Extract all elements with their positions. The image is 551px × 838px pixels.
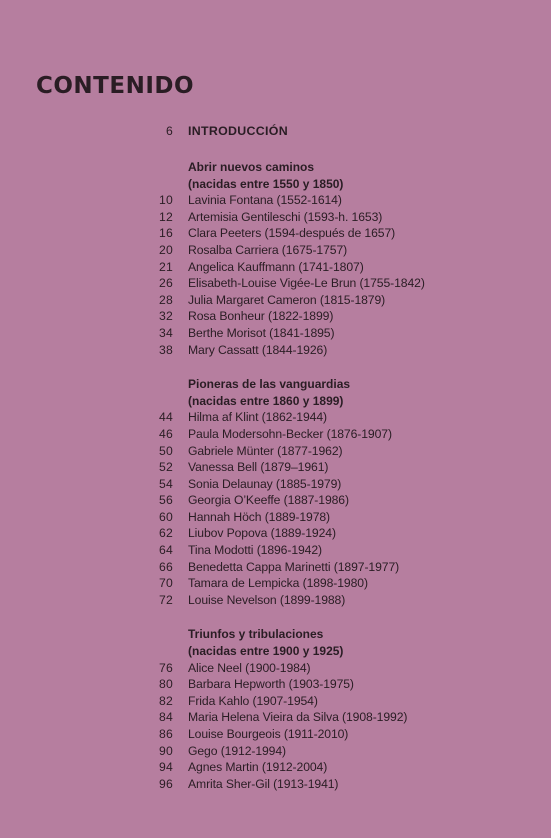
toc-entry[interactable] [0, 542, 551, 559]
page-number: 62 [159, 526, 173, 541]
toc-entry[interactable] [0, 726, 551, 743]
toc-entry[interactable] [0, 759, 551, 776]
page-number: 44 [159, 410, 173, 425]
entry-label: Alice Neel (1900-1984) [188, 660, 311, 675]
page-number: 54 [159, 476, 173, 491]
entry-label: Louise Bourgeois (1911-2010) [188, 727, 349, 741]
entry-label: Barbara Hepworth (1903-1975) [188, 677, 354, 692]
entry-label: Hannah Höch (1889-1978) [188, 509, 331, 524]
toc-entry[interactable] [0, 509, 551, 526]
page-number: 64 [159, 543, 173, 558]
toc-entry[interactable] [0, 575, 551, 592]
page-number: 56 [159, 493, 173, 508]
entry-label: Vanessa Bell (1879–1961) [188, 460, 329, 475]
page-number: 76 [159, 660, 173, 675]
entry-label: INTRODUCCIÓN [188, 124, 288, 138]
section-heading [0, 159, 551, 192]
page-number: 82 [159, 693, 173, 708]
page-number: 96 [159, 776, 173, 791]
page-number: 46 [159, 426, 173, 441]
entry-label: Elisabeth-Louise Vigée-Le Brun (1755-1842) [188, 276, 425, 291]
toc-entry[interactable] [0, 242, 551, 259]
toc-entry[interactable] [0, 660, 551, 677]
toc-entry[interactable] [0, 459, 551, 476]
section-heading [0, 376, 551, 409]
entry-label: Liubov Popova (1889-1924) [188, 526, 336, 541]
page-number: 12 [159, 209, 173, 224]
entry-label: Gego (1912-1994) [188, 743, 287, 758]
entry-label: Sonia Delaunay (1885-1979) [188, 476, 342, 491]
entry-label: Maria Helena Vieira da Silva (1908-1992) [188, 710, 408, 725]
page-number: 10 [159, 193, 173, 208]
section-date-range: (nacidas entre 1550 y 1850) [188, 176, 344, 191]
section-title: Triunfos y tribulaciones [188, 627, 324, 642]
entry-label: Hilma af Klint (1862-1944) [188, 410, 327, 425]
entry-label: Paula Modersohn-Becker (1876-1907) [188, 426, 392, 441]
toc-entry[interactable] [0, 592, 551, 609]
entry-label: Agnes Martin (1912-2004) [188, 760, 328, 775]
page-number: 60 [159, 509, 173, 524]
page-number: 38 [159, 342, 173, 357]
section-spacer [0, 140, 551, 159]
section-spacer [0, 608, 551, 626]
toc-entry[interactable] [0, 225, 551, 242]
section-date-range: (nacidas entre 1900 y 1925) [188, 644, 344, 659]
entry-label: Gabriele Münter (1877-1962) [188, 443, 343, 458]
entry-label: Rosalba Carriera (1675-1757) [188, 242, 348, 257]
toc-entry[interactable] [0, 492, 551, 509]
toc-entry[interactable] [0, 676, 551, 693]
page-number: 20 [159, 242, 173, 257]
table-of-contents [0, 122, 551, 792]
page-number: 6 [166, 124, 173, 138]
entry-label: Rosa Bonheur (1822-1899) [188, 309, 334, 324]
page-number: 66 [159, 559, 173, 574]
entry-label: Amrita Sher-Gil (1913-1941) [188, 776, 339, 791]
entry-label: Tamara de Lempicka (1898-1980) [188, 576, 368, 591]
toc-entry[interactable] [0, 292, 551, 309]
section-heading [0, 626, 551, 659]
toc-entry[interactable] [0, 693, 551, 710]
toc-section [0, 376, 551, 608]
toc-entry[interactable] [0, 209, 551, 226]
toc-entry[interactable] [0, 709, 551, 726]
page-number: 84 [159, 710, 173, 725]
entry-label: Clara Peeters (1594-después de 1657) [188, 226, 396, 241]
page-number: 34 [159, 325, 173, 340]
toc-entry[interactable] [0, 776, 551, 793]
toc-entry[interactable] [0, 342, 551, 359]
toc-entry-introduction[interactable] [0, 122, 551, 140]
entry-label: Julia Margaret Cameron (1815-1879) [188, 292, 386, 307]
toc-entry[interactable] [0, 426, 551, 443]
page-number: 28 [159, 292, 173, 307]
toc-entry[interactable] [0, 559, 551, 576]
entry-label: Mary Cassatt (1844-1926) [188, 342, 328, 357]
page-number: 52 [159, 460, 173, 475]
page-number: 70 [159, 576, 173, 591]
page-number: 86 [159, 727, 173, 741]
page-number: 90 [159, 743, 173, 758]
toc-entry[interactable] [0, 275, 551, 292]
entry-label: Benedetta Cappa Marinetti (1897-1977) [188, 559, 400, 574]
entry-label: Frida Kahlo (1907-1954) [188, 693, 318, 708]
toc-entry[interactable] [0, 259, 551, 276]
toc-entry[interactable] [0, 476, 551, 493]
entry-label: Artemisia Gentileschi (1593-h. 1653) [188, 209, 383, 224]
toc-section [0, 626, 551, 792]
toc-entry[interactable] [0, 409, 551, 426]
entry-label: Berthe Morisot (1841-1895) [188, 325, 335, 340]
entry-label: Georgia O’Keeffe (1887-1986) [188, 493, 349, 508]
toc-entry[interactable] [0, 743, 551, 760]
section-title: Abrir nuevos caminos [188, 160, 315, 174]
entry-label: Lavinia Fontana (1552-1614) [188, 193, 342, 208]
page-number: 50 [159, 443, 173, 458]
toc-entry[interactable] [0, 325, 551, 342]
toc-entry[interactable] [0, 525, 551, 542]
page-title: CONTENIDO [36, 73, 195, 99]
section-title: Pioneras de las vanguardias [188, 377, 351, 392]
page-number: 94 [159, 760, 173, 775]
page-number: 32 [159, 309, 173, 324]
toc-entry[interactable] [0, 308, 551, 325]
entry-label: Louise Nevelson (1899-1988) [188, 592, 346, 607]
section-spacer [0, 358, 551, 376]
toc-entry[interactable] [0, 443, 551, 460]
entry-label: Tina Modotti (1896-1942) [188, 543, 322, 558]
toc-entry[interactable] [0, 192, 551, 209]
page-number: 80 [159, 677, 173, 692]
page-number: 16 [159, 226, 173, 241]
page-number: 26 [159, 276, 173, 291]
page-number: 21 [159, 259, 173, 274]
entry-label: Angelica Kauffmann (1741-1807) [188, 259, 364, 274]
toc-section [0, 159, 551, 358]
section-date-range: (nacidas entre 1860 y 1899) [188, 393, 344, 408]
page-number: 72 [159, 592, 173, 607]
